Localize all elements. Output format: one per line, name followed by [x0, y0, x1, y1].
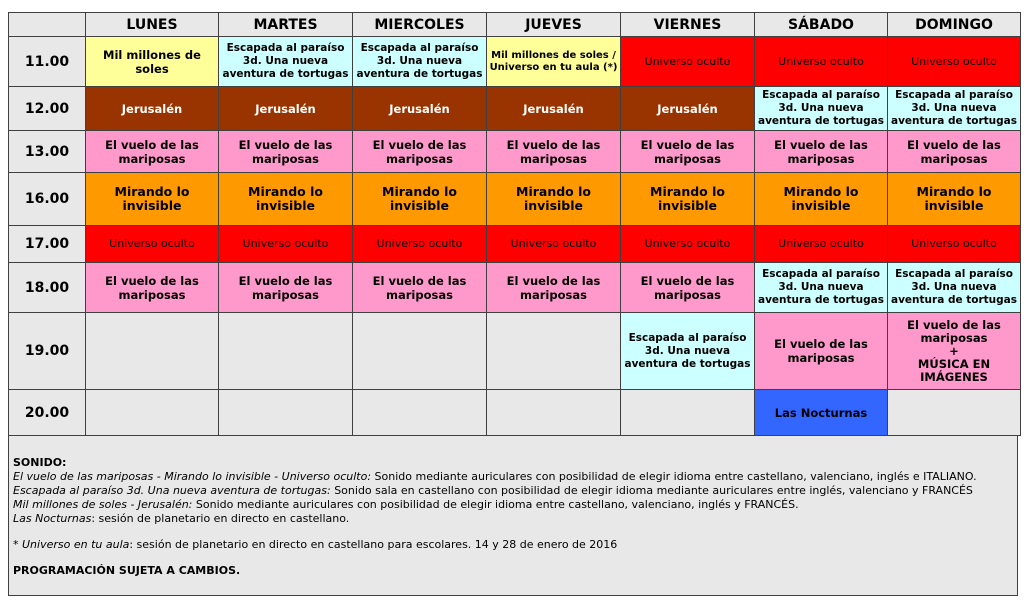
- time-cell: 20.00: [9, 390, 86, 436]
- empty-slot: [487, 313, 621, 390]
- program-cell: Escapada al paraíso 3d. Una nueva aventura de tortugas: [353, 37, 487, 87]
- program-cell: Mirando lo invisible: [487, 173, 621, 226]
- program-cell: El vuelo de las mariposas: [487, 263, 621, 313]
- time-cell: 17.00: [9, 226, 86, 263]
- note-line-2: Escapada al paraíso 3d. Una nueva aventura de tortugas: Sonido sala en castellano con posibilidad de elegir idioma mediante auriculares entre inglés, valenciano y FRANCÉS: [13, 484, 973, 497]
- time-cell: 18.00: [9, 263, 86, 313]
- program-cell: Las Nocturnas: [755, 390, 888, 436]
- program-cell: Jerusalén: [353, 87, 487, 131]
- program-cell: Universo oculto: [888, 226, 1021, 263]
- program-cell: Escapada al paraíso 3d. Una nueva aventura de tortugas: [755, 263, 888, 313]
- schedule-row: [9, 131, 1021, 173]
- program-cell: Universo oculto: [755, 37, 888, 87]
- header-row: [9, 13, 1021, 37]
- schedule-row: [9, 263, 1021, 313]
- empty-slot: [86, 390, 219, 436]
- program-cell: El vuelo de las mariposas + MÚSICA EN IMÁGENES: [888, 313, 1021, 390]
- note-line-4: Las Nocturnas: sesión de planetario en directo en castellano.: [13, 512, 350, 525]
- program-cell: Universo oculto: [621, 37, 755, 87]
- footnote: * Universo en tu aula: sesión de planetario en directo en castellano para escolares. 14 y 28 de enero de 2016: [13, 538, 618, 551]
- program-cell: El vuelo de las mariposas: [755, 313, 888, 390]
- schedule-row: [9, 87, 1021, 131]
- program-cell: Universo oculto: [487, 226, 621, 263]
- program-cell: El vuelo de las mariposas: [353, 131, 487, 173]
- time-cell: 13.00: [9, 131, 86, 173]
- program-cell: El vuelo de las mariposas: [219, 263, 353, 313]
- corner-cell: [9, 13, 86, 37]
- empty-slot: [86, 313, 219, 390]
- program-cell: Universo oculto: [888, 37, 1021, 87]
- day-header: SÁBADO: [755, 13, 888, 37]
- program-cell: El vuelo de las mariposas: [621, 131, 755, 173]
- day-header: VIERNES: [621, 13, 755, 37]
- program-cell: Mirando lo invisible: [621, 173, 755, 226]
- program-cell: Universo oculto: [353, 226, 487, 263]
- empty-slot: [621, 390, 755, 436]
- schedule-table: [8, 12, 1021, 436]
- schedule-body: [9, 37, 1021, 436]
- notes-heading: SONIDO:: [13, 456, 67, 469]
- schedule-row: [9, 313, 1021, 390]
- program-cell: Mil millones de soles: [86, 37, 219, 87]
- empty-slot: [487, 390, 621, 436]
- schedule-row: [9, 37, 1021, 87]
- day-header: MIERCOLES: [353, 13, 487, 37]
- program-cell: Mirando lo invisible: [219, 173, 353, 226]
- program-cell: Escapada al paraíso 3d. Una nueva aventura de tortugas: [888, 263, 1021, 313]
- program-cell: Jerusalén: [86, 87, 219, 131]
- notes-panel: [8, 436, 1018, 596]
- time-cell: 12.00: [9, 87, 86, 131]
- program-cell: El vuelo de las mariposas: [86, 131, 219, 173]
- program-cell: El vuelo de las mariposas: [755, 131, 888, 173]
- empty-slot: [888, 390, 1021, 436]
- disclaimer: PROGRAMACIÓN SUJETA A CAMBIOS.: [13, 564, 241, 577]
- schedule-container: [8, 12, 1020, 596]
- empty-slot: [353, 313, 487, 390]
- day-header: JUEVES: [487, 13, 621, 37]
- note-line-1: El vuelo de las mariposas - Mirando lo invisible - Universo oculto: Sonido mediante auriculares con posibilidad de elegir idioma entre castellano, valenciano, inglés e ITALIANO.: [13, 470, 977, 483]
- program-cell: Universo oculto: [86, 226, 219, 263]
- time-cell: 19.00: [9, 313, 86, 390]
- day-header: DOMINGO: [888, 13, 1021, 37]
- program-cell: Mirando lo invisible: [353, 173, 487, 226]
- program-cell: Jerusalén: [219, 87, 353, 131]
- program-cell: Mirando lo invisible: [888, 173, 1021, 226]
- schedule-row: [9, 390, 1021, 436]
- program-cell: Escapada al paraíso 3d. Una nueva aventura de tortugas: [219, 37, 353, 87]
- program-cell: Escapada al paraíso 3d. Una nueva aventura de tortugas: [755, 87, 888, 131]
- program-cell: Jerusalén: [621, 87, 755, 131]
- day-header: LUNES: [86, 13, 219, 37]
- time-cell: 16.00: [9, 173, 86, 226]
- empty-slot: [219, 313, 353, 390]
- program-cell: Universo oculto: [755, 226, 888, 263]
- schedule-row: [9, 226, 1021, 263]
- program-cell: Escapada al paraíso 3d. Una nueva aventura de tortugas: [621, 313, 755, 390]
- program-cell: Mirando lo invisible: [86, 173, 219, 226]
- program-cell: Mil millones de soles / Universo en tu aula (*): [487, 37, 621, 87]
- time-cell: 11.00: [9, 37, 86, 87]
- program-cell: El vuelo de las mariposas: [219, 131, 353, 173]
- program-cell: El vuelo de las mariposas: [86, 263, 219, 313]
- program-cell: El vuelo de las mariposas: [487, 131, 621, 173]
- program-cell: El vuelo de las mariposas: [888, 131, 1021, 173]
- program-cell: El vuelo de las mariposas: [353, 263, 487, 313]
- day-header: MARTES: [219, 13, 353, 37]
- program-cell: El vuelo de las mariposas: [621, 263, 755, 313]
- program-cell: Universo oculto: [621, 226, 755, 263]
- program-cell: Escapada al paraíso 3d. Una nueva aventura de tortugas: [888, 87, 1021, 131]
- program-cell: Mirando lo invisible: [755, 173, 888, 226]
- note-line-3: Mil millones de soles - Jerusalén: Sonido mediante auriculares con posibilidad de elegir idioma entre castellano, valenciano, inglés y FRANCÉS.: [13, 498, 799, 511]
- program-cell: Jerusalén: [487, 87, 621, 131]
- empty-slot: [219, 390, 353, 436]
- schedule-row: [9, 173, 1021, 226]
- empty-slot: [353, 390, 487, 436]
- program-cell: Universo oculto: [219, 226, 353, 263]
